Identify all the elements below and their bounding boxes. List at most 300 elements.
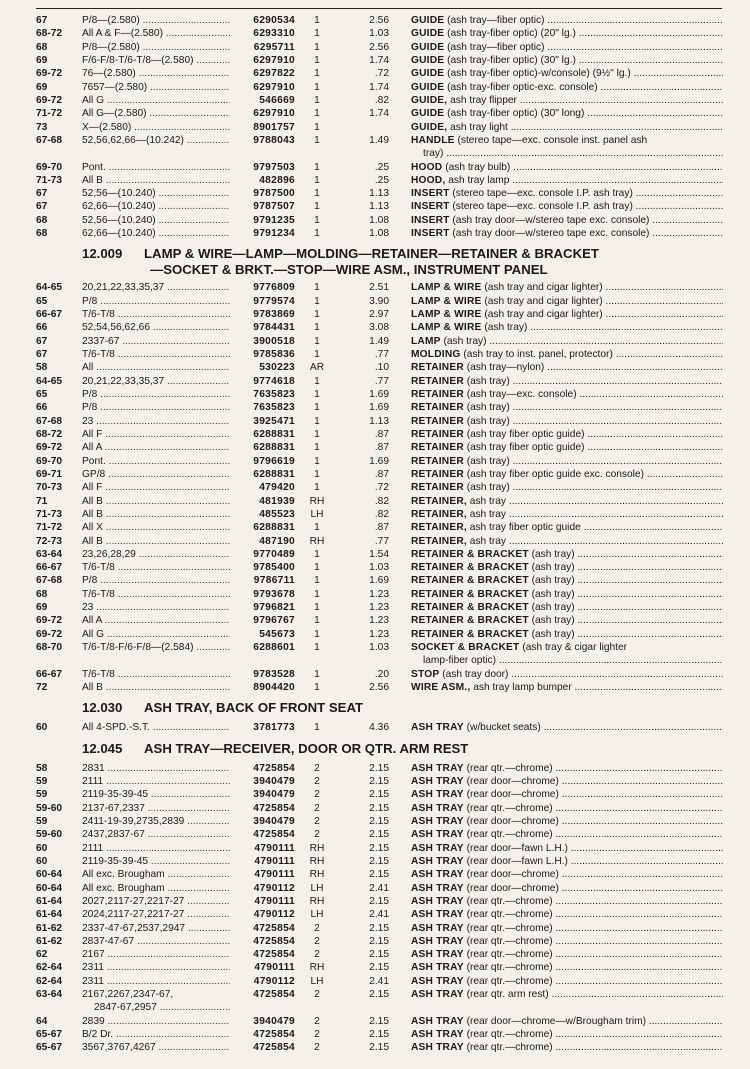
part-number: 6290534 (253, 15, 295, 26)
model-codes: T/6-T/8-F/6-F/8—(2.584) ..... (82, 641, 230, 654)
quantity: 2 (314, 762, 320, 774)
quantity: 1 (314, 15, 320, 26)
year: 67 (36, 188, 48, 200)
description (411, 988, 723, 1001)
part-row (0, 375, 750, 388)
year: 66-67 (36, 668, 63, 680)
section-title-cont: —SOCKET & BRKT.—STOP—WIRE ASM., INSTRUMENT PANEL (150, 262, 548, 278)
item-detail: (rear door—fawn L.H.) (463, 855, 568, 867)
part-row (0, 468, 750, 481)
part-row (0, 134, 750, 147)
section-heading (82, 741, 732, 757)
model-codes: P/8 ..... (82, 574, 230, 587)
year: 71-72 (36, 108, 63, 120)
item-name: ASH TRAY (411, 802, 464, 814)
quantity: 1 (314, 482, 320, 494)
quantity: 1 (314, 214, 320, 226)
model-codes: 2437,2837-67 ..... (82, 828, 230, 841)
item-detail: (rear qtr.—chrome) (463, 1029, 553, 1041)
description (411, 961, 723, 974)
description (411, 574, 723, 587)
part-row (0, 788, 750, 801)
description (411, 868, 723, 881)
part-row (0, 281, 750, 294)
part-row (0, 828, 750, 841)
description (411, 428, 723, 441)
model-codes: 20,21,22,33,35,37 ..... (82, 281, 230, 294)
part-number: 9783528 (253, 668, 295, 680)
year: 63-64 (36, 548, 63, 560)
price: 1.74 (369, 81, 389, 93)
part-number: 479420 (259, 482, 295, 494)
part-number: 4725854 (253, 762, 295, 774)
item-name: WIRE ASM., (411, 682, 471, 694)
model-codes: All ..... (82, 361, 230, 374)
item-name: ASH TRAY (411, 722, 464, 734)
part-row (0, 54, 750, 67)
year: 71 (36, 495, 48, 507)
description (411, 601, 723, 614)
item-name: RETAINER & BRACKET (411, 588, 529, 600)
part-number: 4725854 (253, 802, 295, 814)
model-codes: 62,66—(10.240) ..... (82, 227, 230, 240)
year: 61-62 (36, 922, 63, 934)
part-row (0, 961, 750, 974)
part-number: 4790111 (254, 842, 295, 854)
part-number: 6293310 (253, 28, 295, 40)
model-codes: 2337-67 ..... (82, 335, 230, 348)
quantity: 2 (314, 776, 320, 787)
description (411, 561, 723, 574)
price: .25 (374, 174, 389, 186)
item-name: SOCKET & BRACKET (411, 642, 520, 654)
model-codes: T/6-T/8 ..... (82, 668, 230, 681)
description (411, 361, 723, 374)
part-row (0, 882, 750, 895)
item-name: RETAINER & BRACKET (411, 575, 529, 587)
price: 1.23 (369, 602, 389, 614)
price: 2.15 (369, 922, 389, 934)
year: 70-73 (36, 482, 63, 494)
part-row (0, 428, 750, 441)
item-detail: ash tray lamp bumper (470, 682, 572, 694)
description (411, 321, 723, 334)
part-number: 3900518 (253, 335, 295, 347)
item-name: ASH TRAY (411, 962, 464, 974)
part-number: 6288601 (253, 642, 295, 654)
price: 2.15 (369, 1042, 389, 1054)
description (411, 882, 723, 895)
part-row (0, 14, 750, 27)
description (411, 548, 723, 561)
price: 1.23 (369, 628, 389, 640)
item-detail: (rear qtr.—chrome) (463, 1042, 553, 1054)
part-row (0, 842, 750, 855)
part-row (0, 721, 750, 734)
part-number: 9776809 (253, 282, 295, 294)
year: 66-67 (36, 562, 63, 574)
description (411, 802, 723, 815)
part-row (0, 988, 750, 1001)
description (411, 187, 723, 200)
item-detail: (rear door—chrome) (463, 776, 559, 787)
item-detail: (ash tray and cigar lighter) (481, 282, 603, 294)
description (411, 335, 723, 348)
quantity: 2 (314, 789, 320, 801)
price: 2.56 (369, 682, 389, 694)
model-codes: 2119-35-39-45 ..... (82, 788, 230, 801)
item-name: INSERT (411, 228, 450, 240)
part-row (0, 200, 750, 213)
description (411, 1041, 723, 1054)
top-rule (36, 8, 722, 9)
price: 2.56 (369, 15, 389, 26)
year: 68 (36, 41, 48, 53)
item-detail: (stereo tape—exc. console inst. panel ash (454, 134, 648, 146)
item-name: RETAINER (411, 362, 464, 374)
part-number: 9784431 (253, 322, 295, 334)
price: 2.41 (369, 882, 389, 894)
year: 71-72 (36, 522, 63, 534)
model-codes: All F ..... (82, 481, 230, 494)
part-number: 3940479 (253, 815, 295, 827)
part-row (0, 508, 750, 521)
quantity: 1 (314, 41, 320, 53)
item-detail: (ash tray-fiber optic) (30" lg.) (444, 54, 576, 66)
model-codes: All B ..... (82, 174, 230, 187)
part-row (0, 588, 750, 601)
part-number: 4725854 (253, 1042, 295, 1054)
price: 2.15 (369, 1029, 389, 1041)
item-name: RETAINER, (411, 535, 467, 547)
description (411, 468, 723, 481)
year: 64-65 (36, 282, 63, 294)
part-number: 3940479 (253, 789, 295, 801)
item-name: MOLDING (411, 349, 461, 361)
item-detail: (rear door—chrome—w/Brougham trim) (463, 1015, 647, 1027)
description (411, 588, 723, 601)
part-number: 6288831 (253, 522, 295, 534)
part-row (0, 628, 750, 641)
part-row (0, 681, 750, 694)
item-detail: (ash tray fiber optic guide exc. console) (463, 468, 644, 480)
quantity: 1 (314, 121, 320, 133)
model-codes: All G—(2.580) ..... (82, 107, 230, 120)
price: 2.15 (369, 949, 389, 961)
item-name: RETAINER, (411, 508, 467, 520)
quantity: RH (309, 869, 325, 881)
quantity: 1 (314, 588, 320, 600)
item-name: ASH TRAY (411, 789, 464, 801)
part-number: 545673 (259, 628, 295, 640)
item-detail: ash tray light (447, 121, 508, 133)
item-name: ASH TRAY (411, 869, 464, 881)
description (411, 401, 723, 414)
quantity: 1 (314, 174, 320, 186)
model-codes: 2027,2117-27,2217-27 ..... (82, 895, 230, 908)
price: 2.41 (369, 909, 389, 921)
year: 60-64 (36, 869, 63, 881)
price: 1.69 (369, 455, 389, 467)
price: 4.36 (369, 722, 389, 734)
year: 69-71 (36, 468, 63, 480)
part-number: 4725854 (253, 989, 295, 1001)
item-detail: (ash tray) (528, 548, 575, 560)
model-codes: All B ..... (82, 681, 230, 694)
year: 60-64 (36, 882, 63, 894)
description (411, 54, 723, 67)
item-detail: (ash tray) (463, 482, 510, 494)
part-number: 485523 (259, 508, 295, 520)
item-detail: (ash tray) (463, 402, 510, 414)
quantity: 1 (314, 282, 320, 294)
item-name: RETAINER (411, 428, 464, 440)
year: 69-70 (36, 455, 63, 467)
price: 1.74 (369, 54, 389, 66)
item-name: LAMP & WIRE (411, 282, 482, 294)
quantity: 2 (314, 1015, 320, 1027)
price: 1.08 (369, 228, 389, 240)
part-row (0, 948, 750, 961)
item-name: INSERT (411, 201, 450, 213)
item-detail: (ash tray) (481, 322, 528, 334)
price: 2.15 (369, 802, 389, 814)
part-row (0, 601, 750, 614)
part-number: 6288831 (253, 468, 295, 480)
item-name: RETAINER (411, 389, 464, 400)
year: 60 (36, 722, 48, 734)
part-number: 4790112 (253, 909, 295, 921)
description (411, 495, 723, 508)
part-row (0, 802, 750, 815)
year: 68-72 (36, 28, 63, 40)
year: 68 (36, 588, 48, 600)
item-detail: (ash tray—nylon) (463, 362, 545, 374)
item-name: ASH TRAY (411, 922, 464, 934)
quantity: LH (310, 882, 324, 894)
item-detail: (ash tray) (528, 562, 575, 574)
model-codes: 2137-67,2337 ..... (82, 802, 230, 815)
model-codes: T/6-T/8 ..... (82, 561, 230, 574)
model-codes: 2119-35-39-45 ..... (82, 855, 230, 868)
quantity: 1 (314, 415, 320, 427)
item-name: RETAINER & BRACKET (411, 548, 529, 560)
part-number: 4725854 (253, 949, 295, 961)
part-row (0, 67, 750, 80)
item-name: HOOD (411, 161, 443, 173)
item-name: GUIDE, (411, 121, 448, 133)
part-row (0, 227, 750, 240)
item-name: GUIDE (411, 54, 445, 66)
part-number: 7635823 (253, 402, 295, 414)
quantity: 1 (314, 522, 320, 534)
description (411, 908, 723, 921)
quantity: LH (310, 508, 324, 520)
description (411, 200, 723, 213)
quantity: 2 (314, 922, 320, 934)
part-row (0, 868, 750, 881)
item-name: RETAINER & BRACKET (411, 602, 529, 614)
quantity: 1 (314, 81, 320, 93)
part-row (0, 895, 750, 908)
quantity: 1 (314, 562, 320, 574)
part-row-cont (0, 654, 750, 667)
year: 72-73 (36, 535, 63, 547)
quantity: 1 (314, 54, 320, 66)
year: 64 (36, 1015, 48, 1027)
item-name: INSERT (411, 214, 450, 226)
item-name: LAMP & WIRE (411, 295, 482, 307)
part-row (0, 455, 750, 468)
quantity: AR (309, 362, 325, 374)
part-row (0, 548, 750, 561)
year: 67 (36, 335, 48, 347)
part-row (0, 308, 750, 321)
year: 59-60 (36, 829, 63, 841)
item-name: ASH TRAY (411, 1042, 464, 1054)
item-name: ASH TRAY (411, 895, 464, 907)
quantity: LH (310, 909, 324, 921)
part-number: 4790111 (254, 895, 295, 907)
price: .82 (374, 94, 389, 106)
year: 71-73 (36, 174, 63, 186)
price: 3.90 (369, 295, 389, 307)
description (411, 828, 723, 841)
price: 2.15 (369, 762, 389, 774)
year: 67-68 (36, 415, 63, 427)
model-codes: B/2 Dr. ..... (82, 1028, 230, 1041)
item-detail: (rear door—chrome) (463, 869, 559, 881)
quantity: RH (309, 895, 325, 907)
description-cont: lamp-fiber optic) ..... (423, 654, 723, 667)
item-name: GUIDE (411, 68, 445, 80)
quantity: RH (309, 842, 325, 854)
part-row (0, 107, 750, 120)
price: 1.74 (369, 108, 389, 120)
part-number: 6295711 (253, 41, 295, 53)
item-detail: (ash tray door—w/stereo tape exc. console) (449, 214, 650, 226)
part-number: 9786711 (253, 575, 295, 587)
part-row (0, 94, 750, 107)
year: 69 (36, 602, 48, 614)
description (411, 214, 723, 227)
price: 2.15 (369, 869, 389, 881)
part-number: 6297910 (253, 81, 295, 93)
part-number: 6297822 (253, 68, 295, 80)
price: .87 (374, 522, 389, 534)
item-name: ASH TRAY (411, 815, 464, 827)
year: 66 (36, 402, 48, 414)
part-row (0, 295, 750, 308)
price: .72 (374, 68, 389, 80)
price: 3.08 (369, 322, 389, 334)
year: 69-72 (36, 94, 63, 106)
year: 68-72 (36, 428, 63, 440)
item-name: ASH TRAY (411, 762, 464, 774)
part-number: 4725854 (253, 935, 295, 947)
model-codes: P/8—(2.580) ..... (82, 14, 230, 27)
part-number: 4725854 (253, 922, 295, 934)
part-row (0, 27, 750, 40)
year: 65-67 (36, 1029, 63, 1041)
quantity: RH (309, 535, 325, 547)
price: 1.03 (369, 28, 389, 40)
description (411, 455, 723, 468)
part-row (0, 335, 750, 348)
model-codes: 2839 ..... (82, 1015, 230, 1028)
item-detail: (ash tray) (463, 455, 510, 467)
quantity: 1 (314, 28, 320, 40)
item-name: RETAINER (411, 482, 464, 494)
part-number: 9770489 (253, 548, 295, 560)
part-number: 9797503 (253, 161, 295, 173)
part-row (0, 161, 750, 174)
item-name: RETAINER, (411, 495, 467, 507)
year: 67-68 (36, 575, 63, 587)
price: .87 (374, 428, 389, 440)
part-number: 6288831 (253, 428, 295, 440)
item-detail: (rear qtr.—chrome) (463, 949, 553, 961)
model-codes: 2111 ..... (82, 775, 230, 788)
model-codes: 23 ..... (82, 601, 230, 614)
price: .10 (374, 362, 389, 374)
part-row (0, 922, 750, 935)
item-detail: (rear qtr.—chrome) (463, 829, 553, 841)
quantity: 2 (314, 989, 320, 1001)
year: 66 (36, 322, 48, 334)
model-codes: 52,56—(10.240) ..... (82, 214, 230, 227)
part-number: 9796619 (253, 455, 295, 467)
part-row (0, 214, 750, 227)
item-detail: (ash tray) (463, 375, 510, 387)
price: 2.15 (369, 935, 389, 947)
part-number: 3925471 (253, 415, 295, 427)
price: 2.56 (369, 41, 389, 53)
part-number: 3940479 (253, 776, 295, 787)
quantity: 1 (314, 428, 320, 440)
item-detail: (ash tray-fiber optic) (30" long) (444, 108, 585, 120)
model-codes: 76—(2.580) ..... (82, 67, 230, 80)
section-title: ASH TRAY, BACK OF FRONT SEAT (144, 700, 364, 716)
quantity: RH (309, 855, 325, 867)
model-codes: 2167,2267,2347-67, (82, 989, 174, 1001)
description (411, 174, 723, 187)
item-name: GUIDE (411, 108, 445, 120)
quantity: 2 (314, 815, 320, 827)
year: 67 (36, 201, 48, 213)
section-heading (82, 700, 732, 716)
model-codes: 2411-19-39,2735,2839 ..... (82, 815, 230, 828)
part-row (0, 121, 750, 134)
year: 59-60 (36, 802, 63, 814)
quantity: 1 (314, 228, 320, 240)
price: 1.13 (369, 415, 389, 427)
description (411, 227, 723, 240)
quantity: 1 (314, 94, 320, 106)
quantity: 1 (314, 615, 320, 627)
item-detail: (rear door—chrome) (463, 789, 559, 801)
model-codes: 2831 ..... (82, 762, 230, 775)
part-number: 9785400 (253, 562, 295, 574)
description (411, 641, 723, 654)
item-name: GUIDE (411, 15, 445, 26)
part-row (0, 481, 750, 494)
part-row (0, 415, 750, 428)
item-detail: (rear qtr.—chrome) (463, 895, 553, 907)
model-codes: All exc. Brougham ..... (82, 868, 230, 881)
model-codes: All 4-SPD.-S.T. ..... (82, 721, 230, 734)
year: 68-70 (36, 642, 63, 654)
